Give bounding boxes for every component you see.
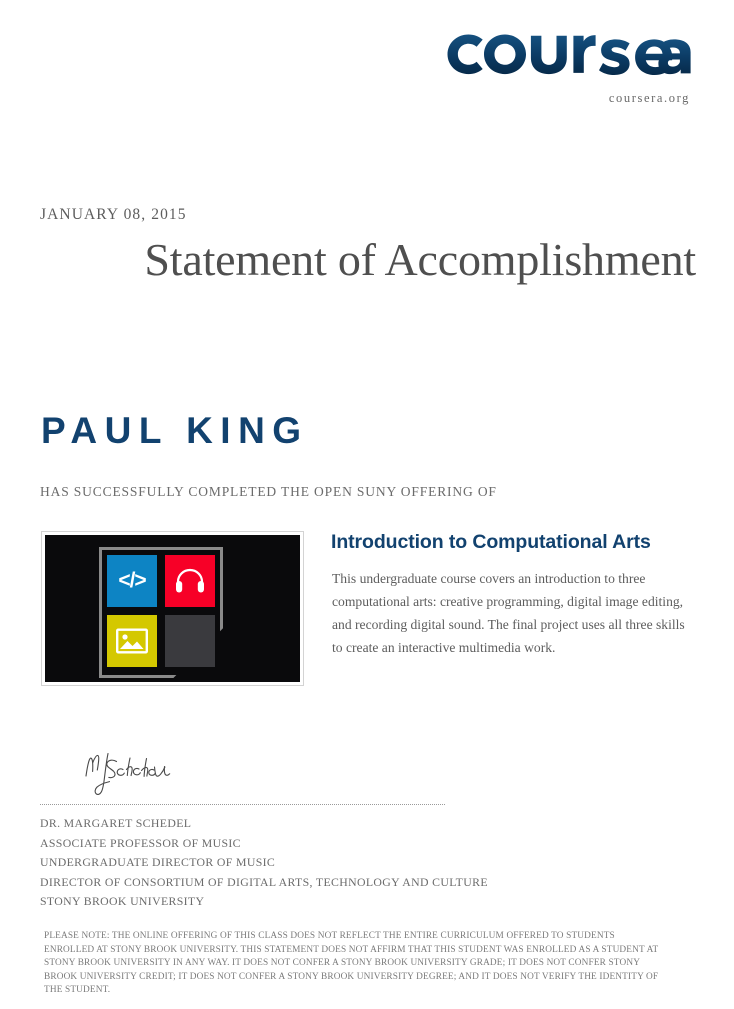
credential-line: DIRECTOR OF CONSORTIUM OF DIGITAL ARTS, TECHNOLOGY AND CULTURE [40, 874, 488, 889]
signature-rule [40, 804, 445, 805]
credential-line: STONY BROOK UNIVERSITY [40, 894, 205, 908]
headphones-icon [175, 568, 205, 594]
course-description: This undergraduate course covers an introduction to three computational arts: creative programming, digital image editing, and recording digital sound. The final project uses all three skills to create an interactive multimedia work. [332, 571, 685, 655]
signature-area [40, 742, 445, 804]
issue-date: JANUARY 08, 2015 [40, 206, 187, 223]
recipient-name: PAUL KING [41, 410, 309, 451]
completion-statement: HAS SUCCESSFULLY COMPLETED THE OPEN SUNY OFFERING OF [40, 484, 497, 499]
code-tile [107, 555, 157, 607]
picture-icon [116, 629, 148, 654]
credential-line: DR. MARGARET SCHEDEL [40, 816, 192, 830]
image-tile [107, 615, 157, 667]
course-title: Introduction to Computational Arts [331, 531, 651, 553]
disclaimer-text: PLEASE NOTE: THE ONLINE OFFERING OF THIS CLASS DOES NOT REFLECT THE ENTIRE CURRICULUM OFFERED TO STUDENTS ENROLLED AT STONY BROOK UNIVERSITY. THIS STATEMENT DOES NOT AFFIRM THAT THIS STUDENT WAS ENROLLED AS A STUDENT AT STONY BROOK UNIVERSITY IN ANY WAY. IT DOES NOT CONFER A STONY BROOK UNIVERSITY GRADE; IT DOES NOT CONFER STONY BROOK UNIVERSITY CREDIT; IT DOES NOT CONFER A STONY BROOK UNIVERSITY DEGREE; AND IT DOES NOT VERIFY THE IDENTITY OF THE STUDENT. [44, 931, 659, 996]
blank-tile [165, 615, 215, 667]
coursera-logo [444, 30, 692, 82]
credential-line: UNDERGRADUATE DIRECTOR OF MUSIC [40, 855, 276, 869]
code-icon: </> [118, 569, 146, 592]
coursera-branding [444, 30, 692, 106]
credential-line: ASSOCIATE PROFESSOR OF MUSIC [40, 835, 241, 850]
signatory-credentials [40, 814, 488, 912]
course-thumbnail [41, 531, 304, 686]
signature-image [78, 742, 228, 807]
audio-tile [165, 555, 215, 607]
tile-grid [99, 547, 223, 678]
page-title: Statement of Accomplishment [144, 234, 696, 285]
course-thumbnail-canvas [45, 535, 300, 682]
coursera-url: coursera.org [608, 91, 690, 105]
